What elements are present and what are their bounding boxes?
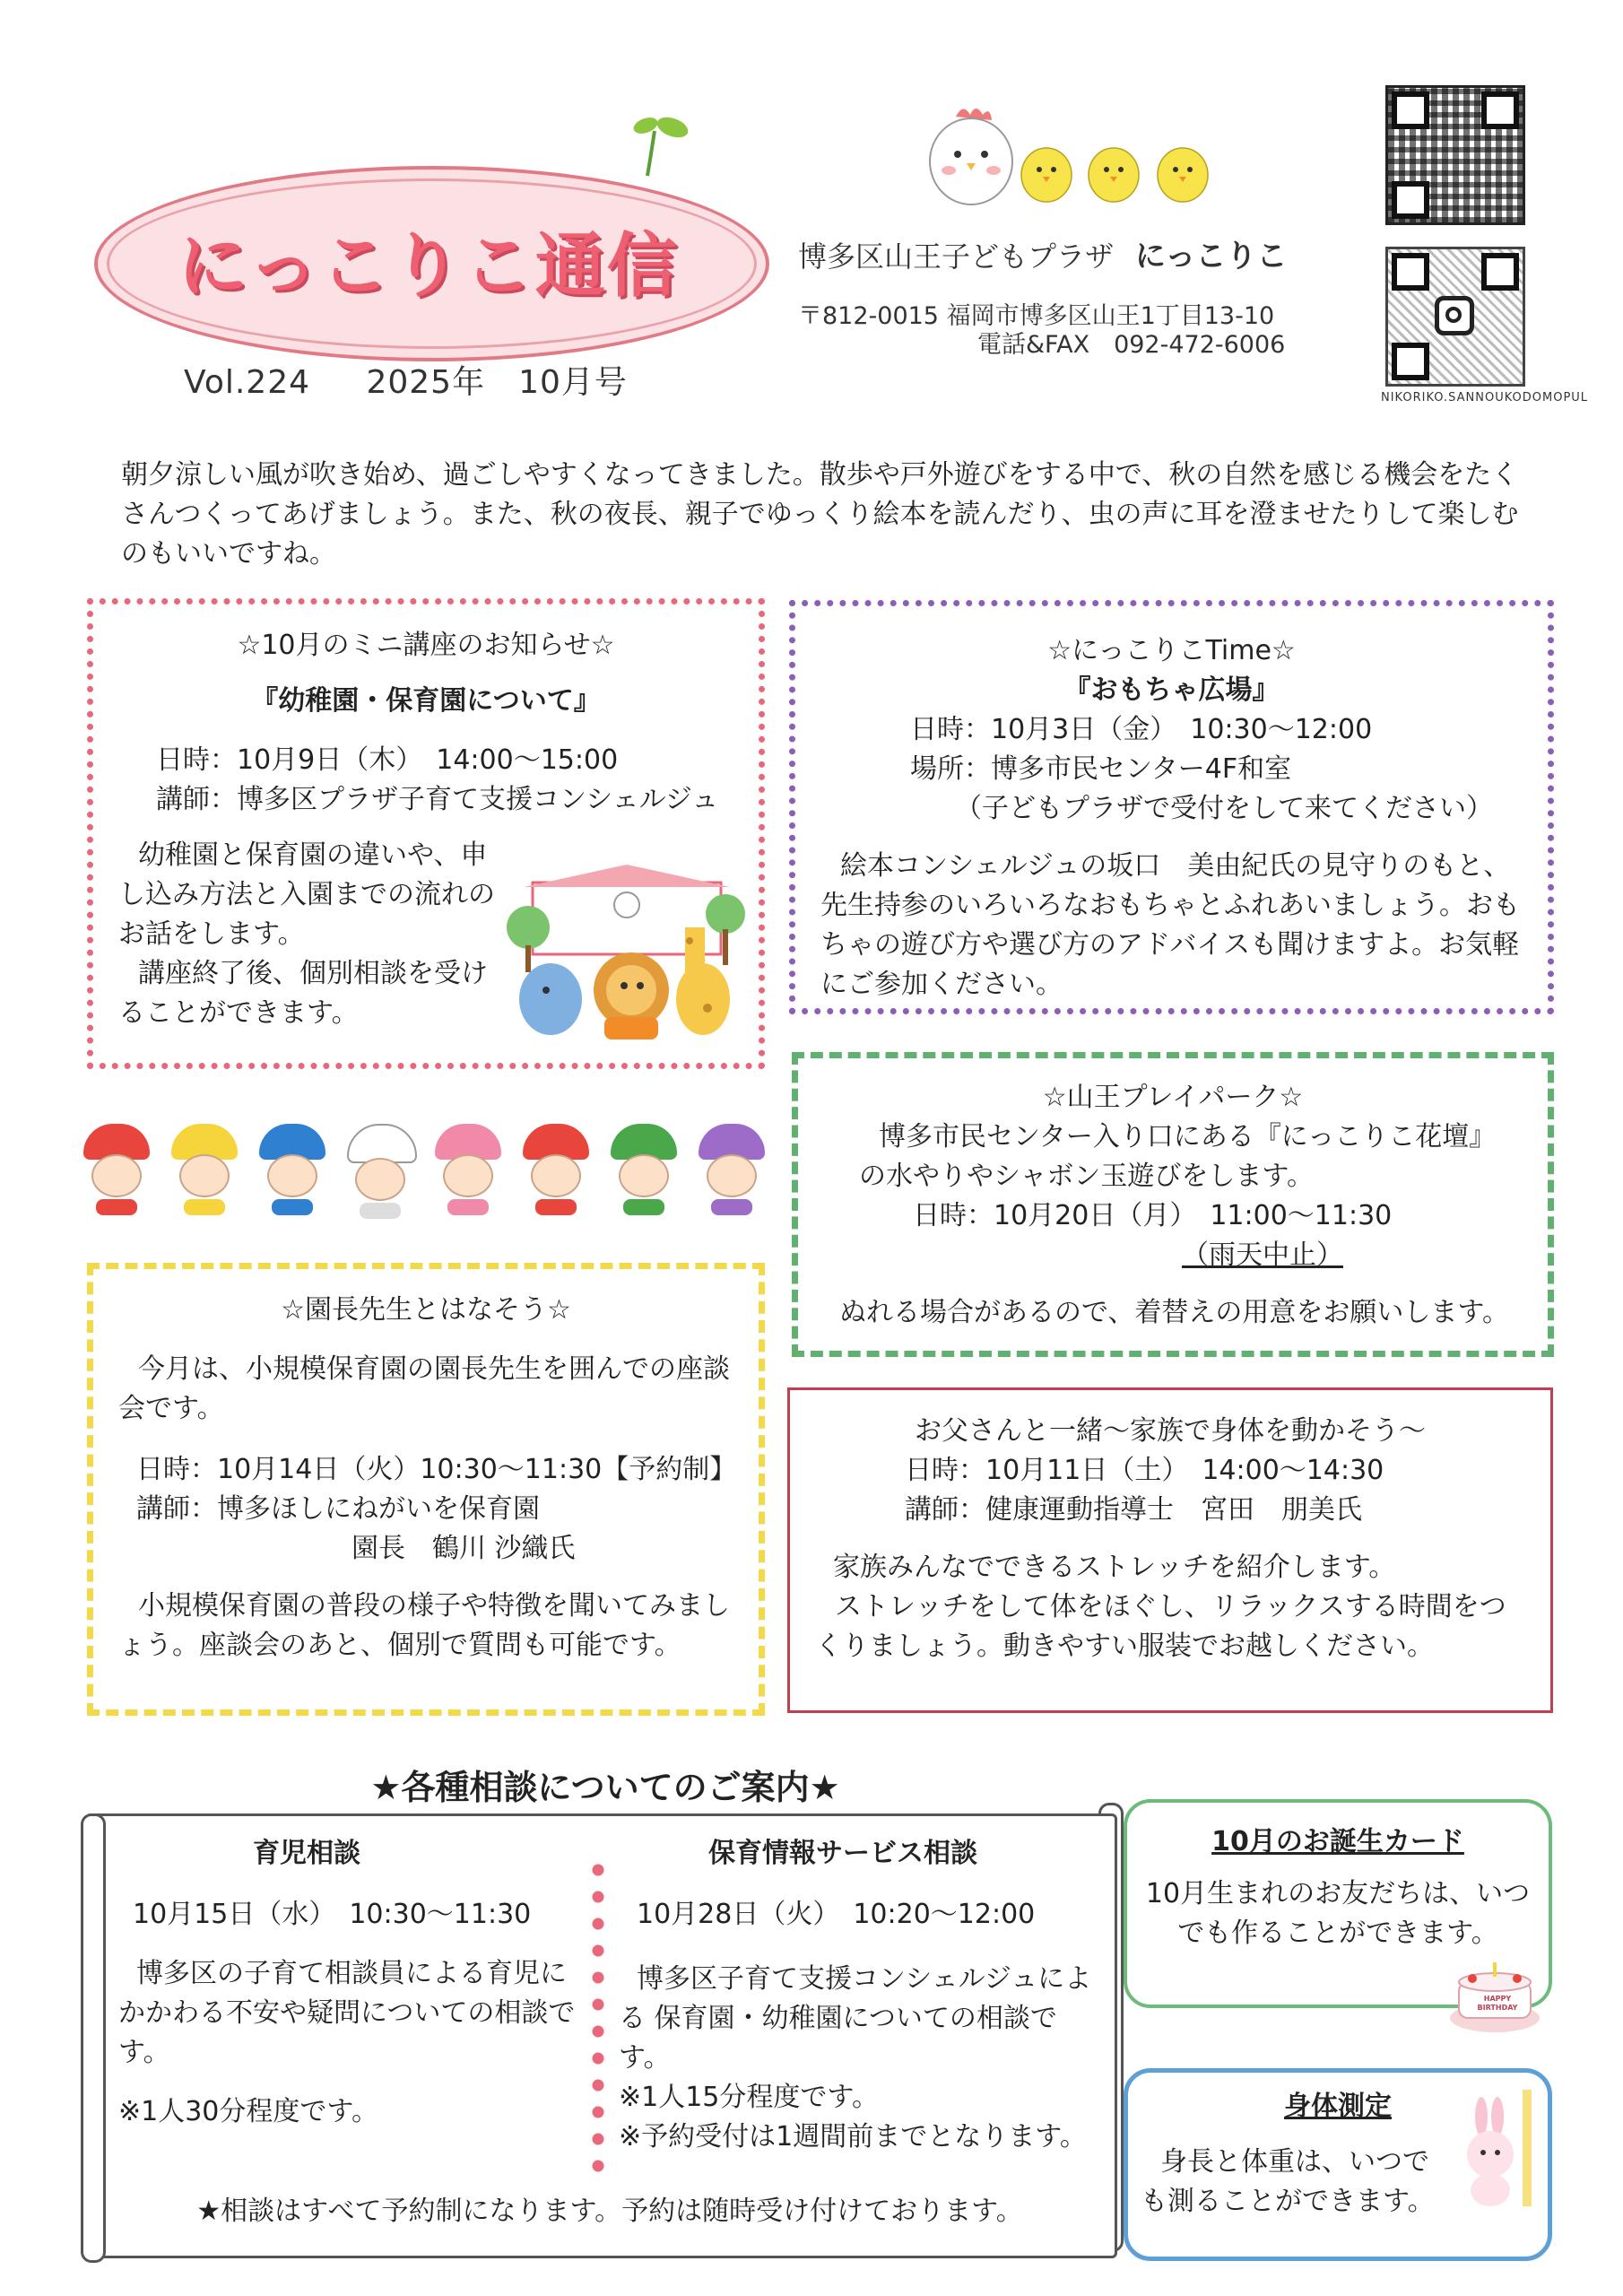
nikkoriko-time-place-note: （子どもプラザで受付をして来てください）: [955, 793, 1493, 824]
phone-fax: 電話&FAX 092-472-6006: [977, 331, 1286, 359]
nikkoriko-time-heading: ☆にっこりこTime☆: [1047, 635, 1296, 666]
nikkoriko-time-body: 絵本コンシェルジュの坂口 美由紀氏の見守りのもと、先生持参のいろいろなおもちゃとふれあいましょう。おもちゃの遊び方や選び方のアドバイスも聞けますよ。お気軽にご参加ください。: [820, 850, 1520, 1000]
consult-heading: ★各種相談についてのご案内★: [370, 1768, 840, 1807]
playpark-rain-note: （雨天中止）: [1182, 1239, 1343, 1271]
consult-footer: ★相談はすべて予約制になります。予約は随時受け付けております。: [196, 2196, 1023, 2227]
playpark-box: [792, 1052, 1554, 1357]
director-talk-body: 小規模保育園の普段の様子や特徴を聞いてみましょう。座談会のあと、個別で質問も可能です。: [118, 1590, 730, 1661]
nursery-info-consult-note-2: ※予約受付は1週間前までとなります。: [619, 2121, 1087, 2152]
father-event-datetime: 日時：10月11日（土） 14:00～14:30: [905, 1455, 1384, 1486]
address: 〒812-0015 福岡市博多区山王1丁目13-10: [798, 302, 1275, 330]
nursery-info-consult-note-1: ※1人15分程度です。: [619, 2082, 879, 2113]
issue-line: [184, 357, 628, 403]
nikkoriko-time-datetime: 日時：10月3日（金） 10:30～12:00: [910, 714, 1373, 745]
child-yellow-hat-icon: [85, 1124, 148, 1213]
dotted-separator: [592, 1857, 604, 2179]
child-blue-hat-icon: [261, 1124, 324, 1213]
father-event-box: [787, 1387, 1553, 1713]
playpark-datetime: 日時：10月20日（月） 11:00～11:30: [913, 1200, 1393, 1231]
childcare-consult-body: 博多区の子育て相談員による育児にかかわる不安や疑問についての相談です。: [118, 1958, 576, 2068]
director-talk-lecturer-name: 園長 鶴川 沙織氏: [352, 1533, 576, 1564]
director-talk-heading: ☆園長先生とはなそう☆: [281, 1294, 571, 1326]
father-event-lecturer: 講師：健康運動指導士 宮田 朋美氏: [905, 1494, 1362, 1526]
chick-icon: [1085, 139, 1143, 206]
birthday-card-body: 10月生まれのお友だちは、いつでも作ることができます。: [1145, 1878, 1531, 1949]
childcare-consult-column: [118, 1834, 585, 2132]
director-talk-intro: 今月は、小規模保育園の園長先生を囲んでの座談会です。: [118, 1353, 730, 1424]
childcare-consult-title: 育児相談: [253, 1838, 360, 1869]
playpark-heading: ☆山王プレイパーク☆: [1042, 1082, 1304, 1113]
mini-lecture-box: [87, 598, 765, 1069]
body-measurement-title: 身体測定: [1284, 2091, 1392, 2122]
child-purple-hat-icon: [700, 1124, 763, 1213]
child-red-hat-icon: [525, 1124, 587, 1213]
website-qr-code[interactable]: [1385, 85, 1525, 225]
nikkoriko-time-box: [789, 600, 1554, 1014]
volume-number: Vol.224: [184, 364, 311, 401]
body-measurement-body: 身長と体重は、いつでも測ることができます。: [1141, 2146, 1435, 2217]
nursery-info-consult-body: 博多区子育て支援コンシェルジュによる 保育園・幼稚園についての相談です。: [619, 1963, 1092, 2074]
nursery-info-consult-datetime: 10月28日（火） 10:20～12:00: [637, 1899, 1036, 1930]
birthday-card-title: 10月のお誕生カード: [1211, 1826, 1464, 1857]
kindergarten-animals-illustration: [506, 865, 748, 1053]
child-pink-hat-icon: [437, 1124, 499, 1213]
chick-icon: [1018, 139, 1076, 206]
director-talk-lecturer: 講師：博多ほしにねがいを保育園: [136, 1493, 540, 1525]
child-white-hat-icon: [349, 1124, 412, 1213]
org-nickname: にっこりこ: [1135, 239, 1288, 274]
instagram-handle: NIKORIKO.SANNOUKODOMOPUL: [1381, 391, 1589, 404]
father-event-heading: お父さんと一緒～家族で身体を動かそう～: [915, 1415, 1426, 1447]
bunny-measuring-icon: [1453, 2090, 1542, 2215]
child-yellow-hat-icon: [173, 1124, 236, 1213]
nikkoriko-time-place: 場所：博多市民センター4F和室: [910, 753, 1292, 785]
director-talk-box: [87, 1263, 765, 1716]
page-title: にっこりこ通信: [178, 226, 679, 307]
childcare-consult-datetime: 10月15日（水） 10:30～11:30: [133, 1899, 532, 1930]
nursery-info-consult-column: [619, 1834, 1103, 2157]
birthday-cake-text: HAPPY BIRTHDAY: [1477, 1995, 1518, 2012]
org-name: 博多区山王子どもプラザ: [798, 239, 1115, 274]
instagram-qr-code[interactable]: [1385, 247, 1525, 387]
chicken-mascot-icon: [922, 100, 1020, 208]
mini-lecture-heading: ☆10月のミニ講座のお知らせ☆: [237, 630, 615, 661]
nursery-info-consult-title: 保育情報サービス相談: [708, 1838, 977, 1869]
mini-lecture-datetime: 日時：10月9日（木） 14:00～15:00: [156, 744, 619, 776]
issue-month: 2025年 10月号: [366, 364, 628, 401]
mini-lecture-body-2: 講座終了後、個別相談を受けることができます。: [118, 958, 488, 1029]
childcare-consult-note: ※1人30分程度です。: [118, 2096, 378, 2127]
nikkoriko-time-title: 『おもちゃ広場』: [1063, 674, 1280, 706]
father-event-body-2: ストレッチをして体をほぐし、リラックスする時間をつくりましょう。動きやすい服装でお越しください。: [815, 1591, 1506, 1662]
chick-icon: [1154, 139, 1212, 206]
director-talk-datetime: 日時：10月14日（火）10:30～11:30【予約制】: [136, 1454, 737, 1485]
father-event-body-1: 家族みんなでできるストレッチを紹介します。: [833, 1552, 1396, 1583]
scroll-roll-left: [81, 1813, 106, 2263]
mini-lecture-body-1: 幼稚園と保育園の違いや、申し込み方法と入園までの流れのお話をします。: [118, 839, 495, 950]
birthday-cake-icon: [1445, 1955, 1544, 2036]
playpark-body: 博多市民センター入り口にある『にっこりこ花壇』の水やりやシャボン玉遊びをします。: [859, 1121, 1497, 1192]
child-green-hat-icon: [612, 1124, 675, 1213]
intro-paragraph: 朝夕涼しい風が吹き始め、過ごしやすくなってきました。散歩や戸外遊びをする中で、秋の自然を感じる機会をたくさんつくってあげましょう。また、秋の夜長、親子でゆっくり絵本を読んだり、虫の声に耳を澄ませたりして楽しむのもいいですね。: [121, 459, 1519, 570]
mini-lecture-title: 『幼稚園・保育園について』: [251, 685, 601, 717]
playpark-note: ぬれる場合があるので、着替えの用意をお願いします。: [839, 1297, 1509, 1328]
instagram-icon: [1435, 296, 1474, 335]
mini-lecture-lecturer: 講師：博多区プラザ子育て支援コンシェルジュ: [156, 784, 719, 815]
organization-name: [798, 231, 1287, 275]
